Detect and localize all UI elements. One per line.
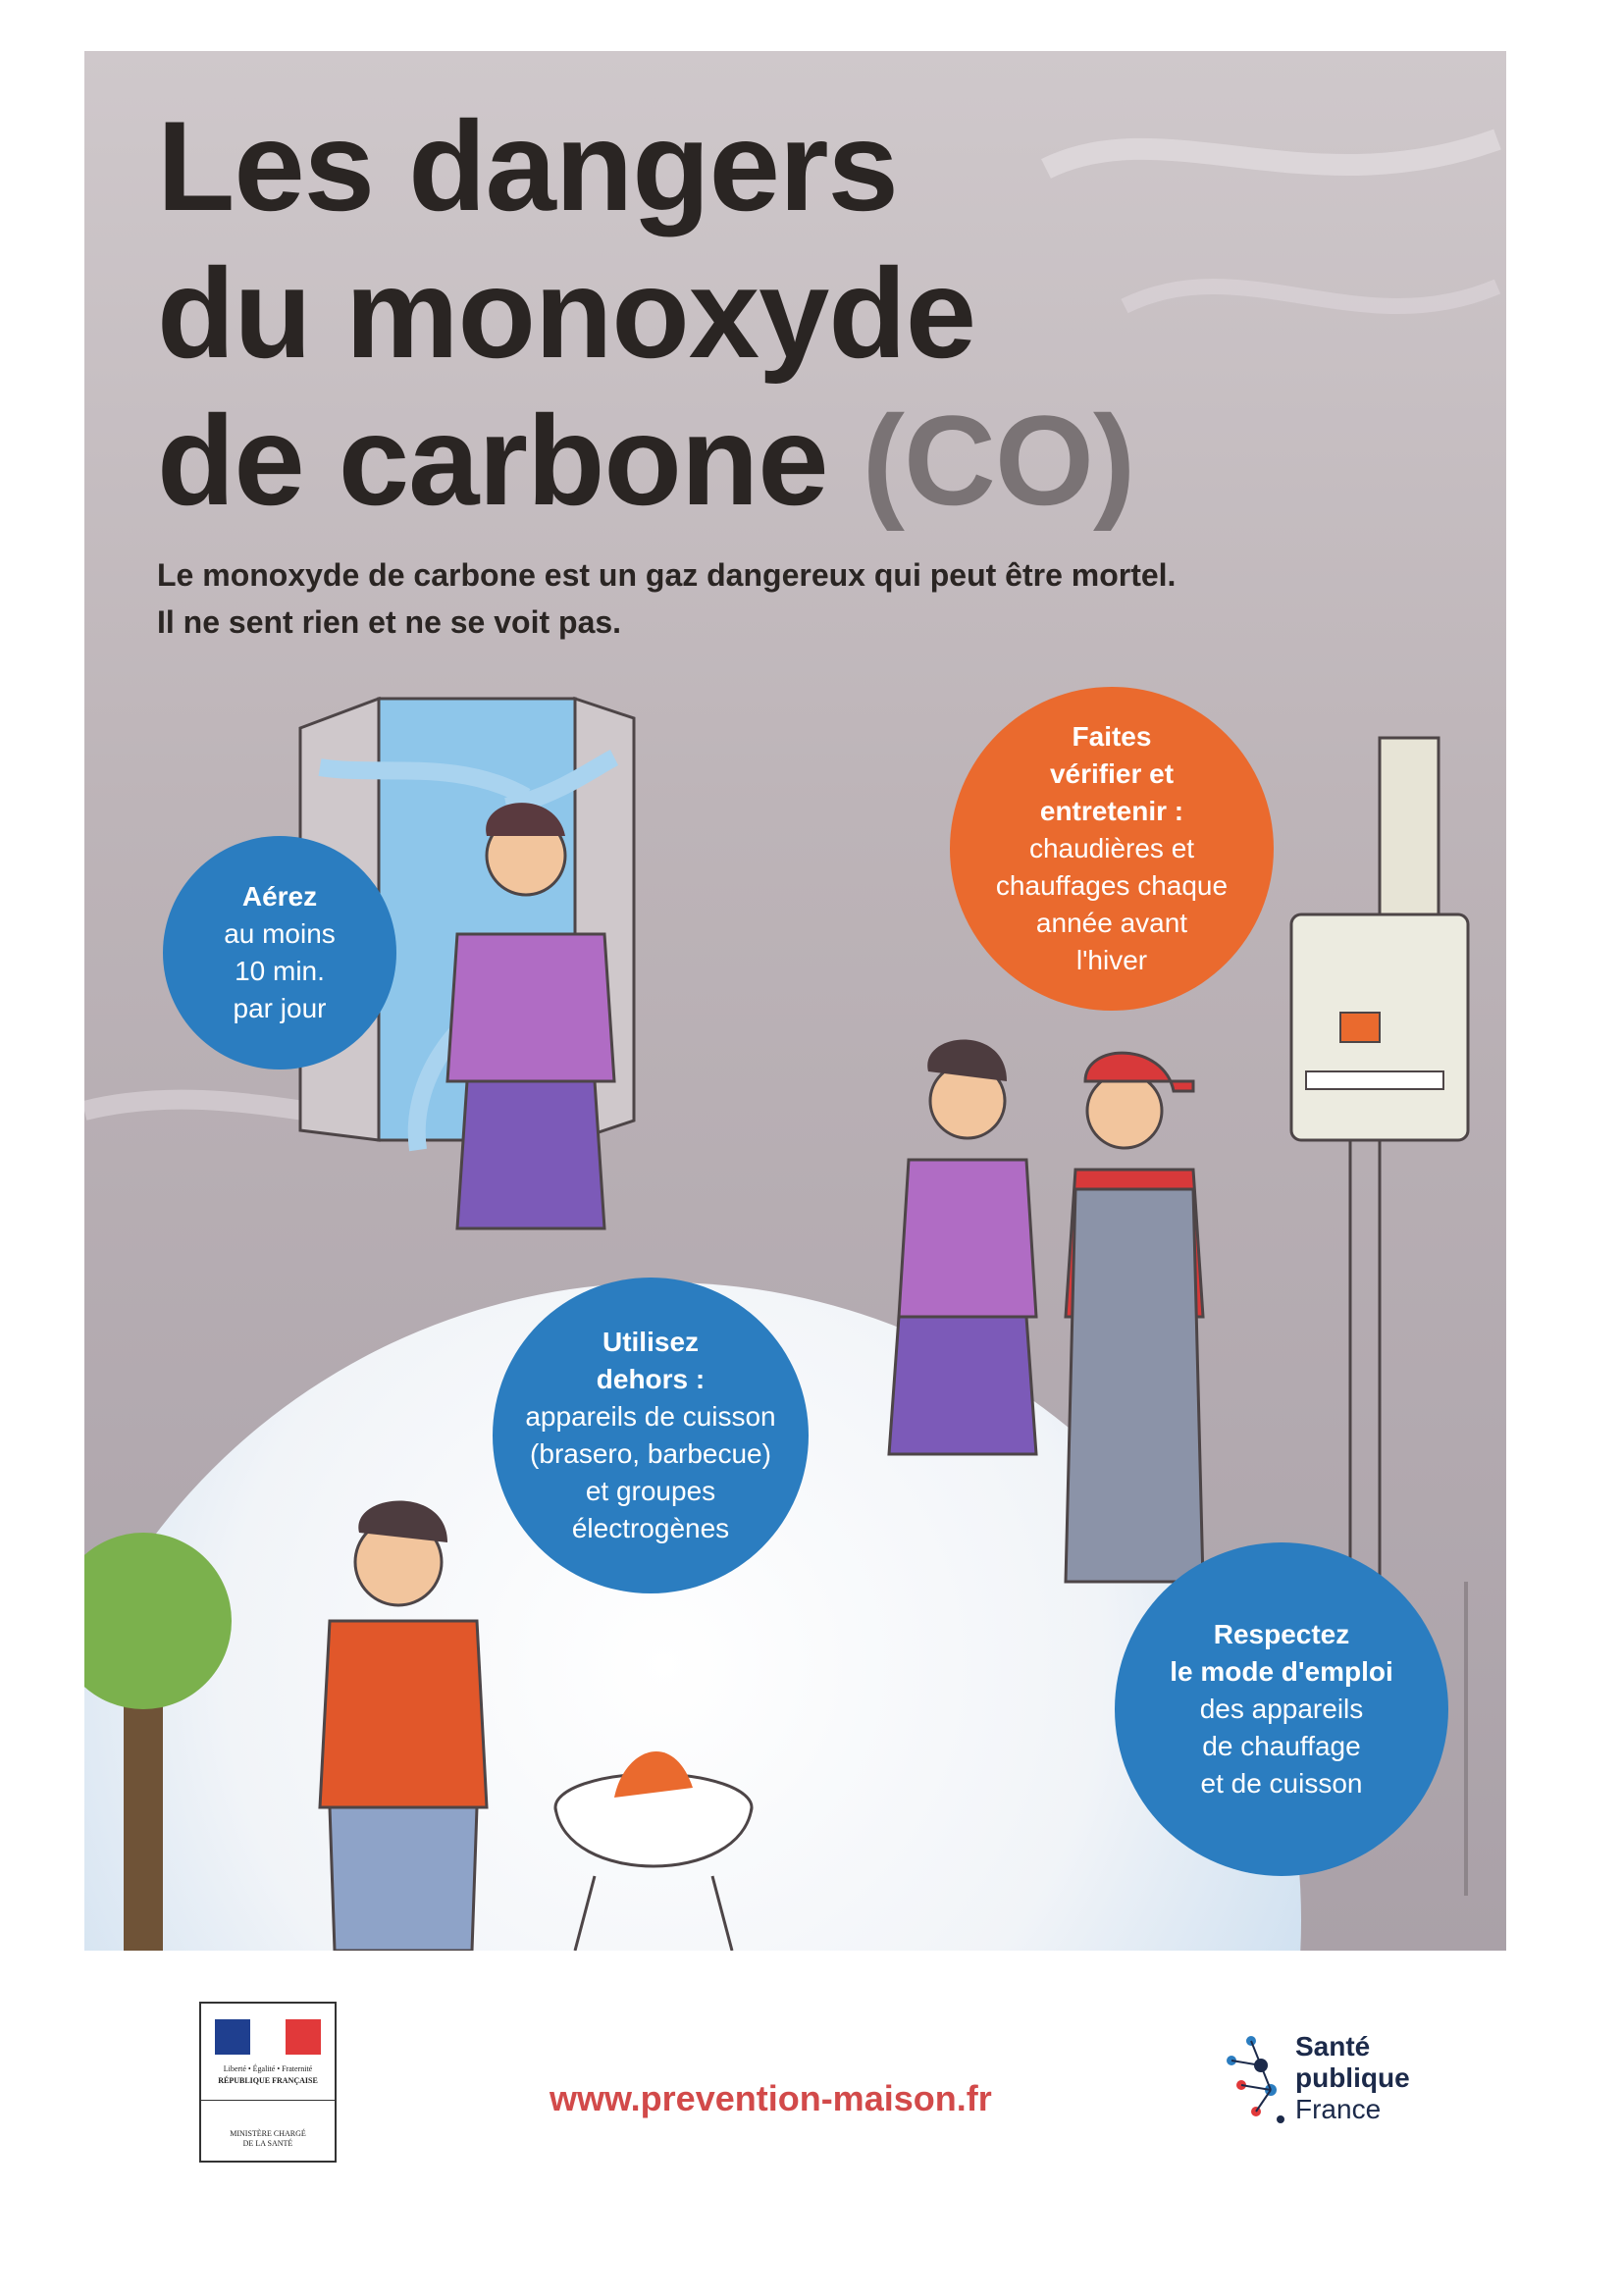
ministry-name-line-1: MINISTÈRE CHARGÉ — [230, 2129, 306, 2138]
ministry-name — [207, 2129, 329, 2149]
tip-faites-line: l'hiver — [1075, 945, 1148, 975]
tip-faites-line: chauffages chaque — [995, 870, 1229, 901]
tip-respectez-line: et de cuisson — [1200, 1768, 1363, 1799]
boiler-illustration — [1291, 738, 1468, 1582]
tip-respectez-title: Respectez — [1213, 1619, 1350, 1649]
tip-utilisez-dehors — [493, 1278, 809, 1593]
tip-aerez-title: Aérez — [241, 881, 318, 912]
woman-and-technician — [889, 1040, 1203, 1583]
tip-utilisez-line: et groupes — [585, 1476, 716, 1506]
print-credit-mark — [1456, 1582, 1478, 1896]
website-url[interactable]: www.prevention-maison.fr — [550, 2078, 992, 2118]
tip-faites-verifier — [950, 687, 1274, 1011]
tip-utilisez-title: dehors : — [596, 1364, 706, 1394]
tip-respectez-line: des appareils — [1199, 1694, 1364, 1724]
tip-respectez-line: de chauffage — [1202, 1731, 1361, 1761]
tip-aerez — [163, 836, 396, 1070]
tip-utilisez-title: Utilisez — [602, 1327, 700, 1357]
ministry-divider — [201, 2100, 335, 2101]
marianne-flag-icon — [215, 2019, 321, 2055]
tip-faites-line: chaudières et — [1028, 833, 1195, 863]
sante-publique-name — [1295, 2031, 1410, 2125]
ministry-motto: Liberté • Égalité • Fraternité — [223, 2064, 313, 2073]
sante-publique-line-2: publique — [1295, 2062, 1410, 2093]
tip-faites-title: vérifier et — [1049, 758, 1175, 789]
tip-faites-title: Faites — [1072, 721, 1152, 752]
tip-respectez-title: le mode d'emploi — [1170, 1656, 1393, 1687]
tip-faites-title: entretenir : — [1039, 796, 1184, 826]
tip-aerez-line: au moins — [224, 918, 336, 949]
tip-utilisez-line: électrogènes — [571, 1513, 730, 1543]
tip-respectez — [1115, 1542, 1448, 1876]
subtitle-line-2: Il ne sent rien et ne se voit pas. — [157, 604, 622, 640]
sante-publique-line-3: France — [1295, 2094, 1382, 2124]
tip-utilisez-line: appareils de cuisson — [525, 1401, 776, 1432]
ministry-logo — [199, 2002, 337, 2163]
tip-aerez-line: par jour — [233, 993, 327, 1023]
poster — [84, 51, 1506, 1951]
title-line-2: du monoxyde — [157, 241, 976, 385]
tip-aerez-line: 10 min. — [235, 956, 325, 986]
title-co: (CO) — [862, 389, 1135, 532]
title-line-3: de carbone — [157, 389, 828, 532]
ministry-republic: RÉPUBLIQUE FRANÇAISE — [218, 2076, 318, 2085]
tip-faites-line: année avant — [1035, 908, 1188, 938]
title-line-1: Les dangers — [157, 94, 898, 237]
tip-utilisez-line: (brasero, barbecue) — [530, 1438, 771, 1469]
ministry-name-line-2: DE LA SANTÉ — [242, 2139, 293, 2148]
sante-publique-line-1: Santé — [1295, 2031, 1371, 2061]
subtitle-line-1: Le monoxyde de carbone est un gaz dangereux qui peut être mortel. — [157, 557, 1177, 593]
